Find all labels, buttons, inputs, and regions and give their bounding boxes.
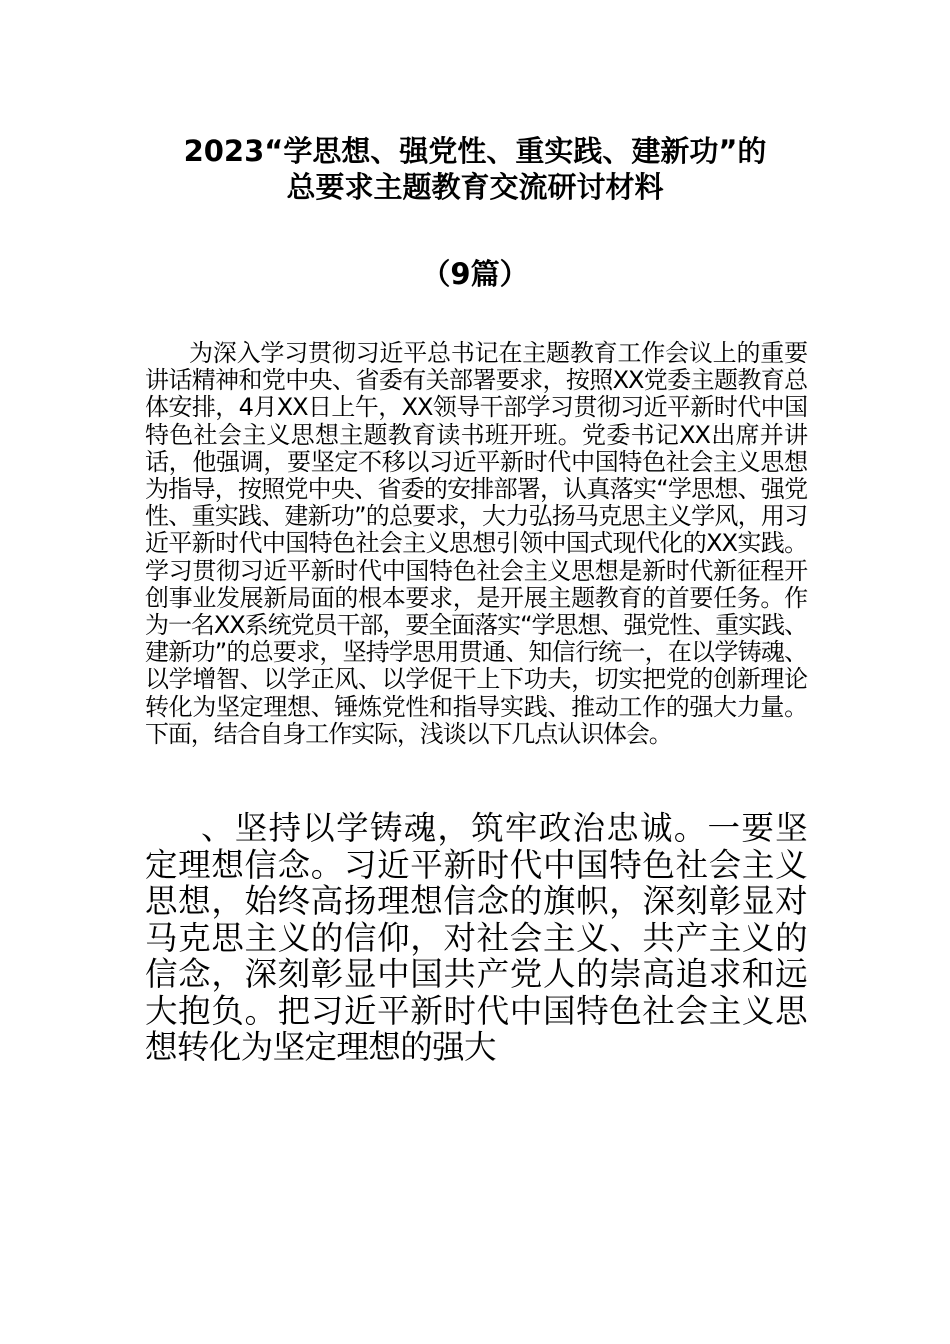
intro-paragraph: 为深入学习贯彻习近平总书记在主题教育工作会议上的重要讲话精神和党中央、省委有关部署要求，按照XX党委主题教育总体安排，4月XX日上午，XX领导干部学习贯彻习近平新时代中国特色社会主义思想主题教育读书班开班。党委书记XX出席并讲话，他强调，要坚定不移以习近平新时代中国特色社会主义思想为指导，按照党中央、省委的安排部署，认真落实“学思想、强党性、重实践、建新功”的总要求，大力弘扬马克思主义学风，用习近平新时代中国特色社会主义思想引领中国式现代化的XX实践。学习贯彻习近平新时代中国特色社会主义思想是新时代新征程开创事业发展新局面的根本要求，是开展主题教育的首要任务。作为一名XX系统党员干部，要全面落实“学思想、强党性、重实践、建新功”的总要求，坚持学思用贯通、知信行统一，在以学铸魂、以学增智、以学正风、以学促干上下功夫，切实把党的创新理论转化为坚定理想、锤炼党性和指导实践、推动工作的强大力量。下面，结合自身工作实际，浅谈以下几点认识体会。 [145, 339, 807, 748]
document-title-line-2: 总要求主题教育交流研讨材料 [286, 170, 664, 204]
section-paragraph: 、坚持以学铸魂，筑牢政治忠诚。一要坚定理想信念。习近平新时代中国特色社会主义思想，始终高扬理想信念的旗帜，深刻彰显对马克思主义的信仰，对社会主义、共产主义的信念，深刻彰显中国共产党人的崇高追求和远大抱负。把习近平新时代中国特色社会主义思想转化为坚定理想的强大 [145, 809, 807, 1066]
document-title-line-1: 2023“学思想、强党性、重实践、建新功”的 [183, 134, 767, 168]
document-subtitle: （9篇） [421, 257, 529, 291]
